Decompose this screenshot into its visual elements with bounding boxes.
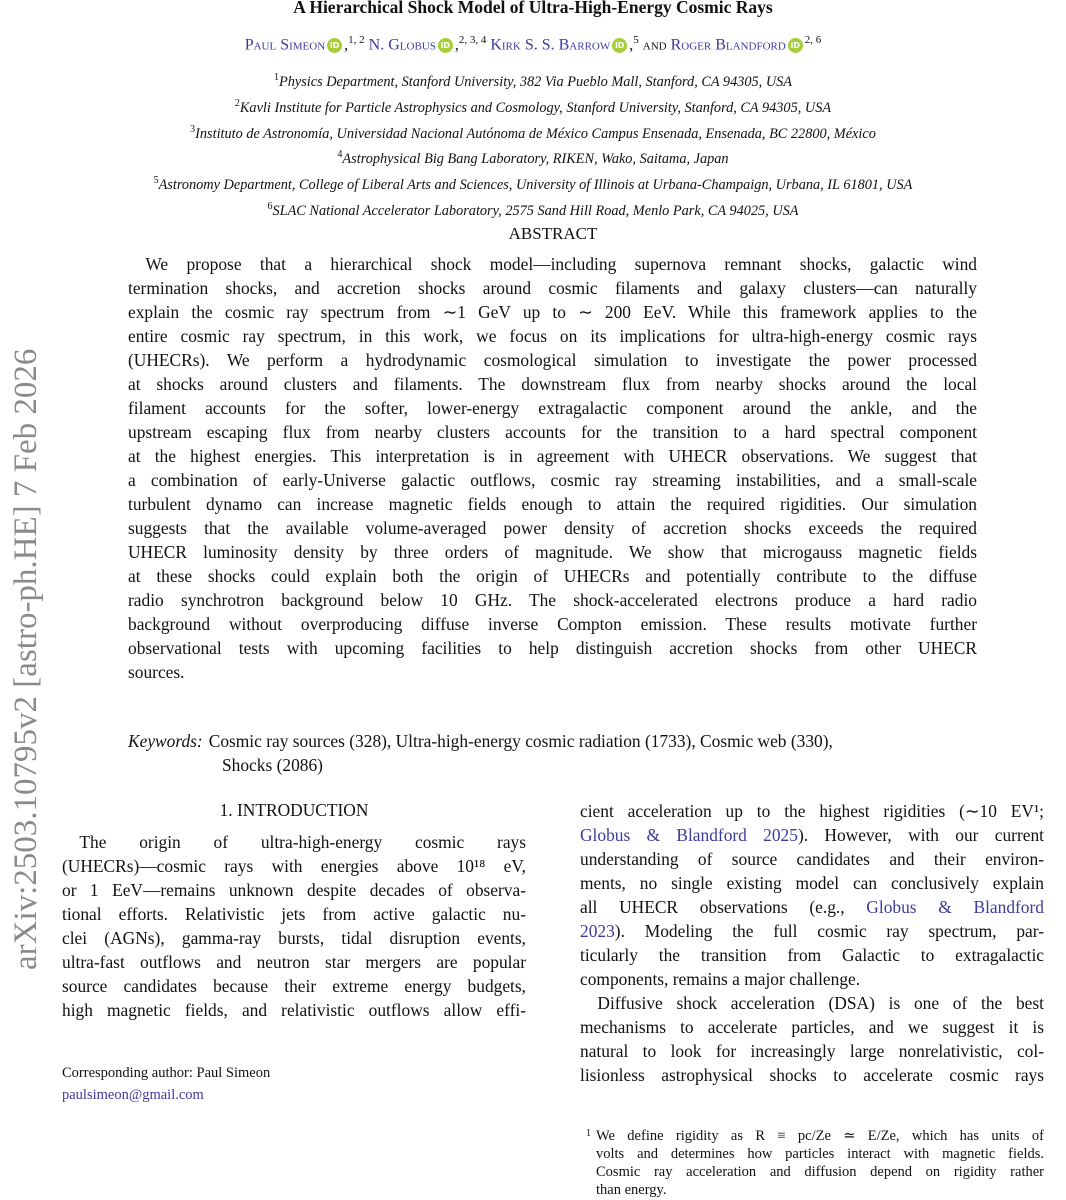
orcid-icon[interactable]: iD (438, 38, 453, 53)
text-line: The origin of ultra-high-energy cosmic rays (62, 832, 526, 852)
author-link[interactable]: Kirk S. S. Barrow (490, 36, 611, 54)
affil-sup: 2, 6 (804, 34, 822, 46)
abstract-text (128, 252, 977, 684)
keywords-line: Cosmic ray sources (328), Ultra-high-energy cosmic radiation (1733), Cosmic web (330), (208, 731, 833, 751)
text-line: suggests that the available volume-averaged power density of accretion shocks exceeds the required (128, 518, 977, 538)
author-link[interactable]: Roger Blandford (670, 36, 786, 54)
text-line: termination shocks, and accretion shocks around cosmic filaments and galaxy clusters—can naturally (128, 278, 977, 298)
text-line: a combination of early-Universe galactic outflows, cosmic ray streaming instabilities, and a small-scale (128, 470, 977, 490)
text-line: radio synchrotron background below 10 GHz. The shock-accelerated electrons produce a hard radio (128, 590, 977, 610)
citation-link[interactable]: 2023 (580, 921, 615, 941)
text-line: entire cosmic ray spectrum, in this work, we focus on its implications for ultra-high-energy cosmic rays (128, 326, 977, 346)
text-line: Cosmic ray acceleration and diffusion depend on rigidity rather (596, 1164, 1044, 1180)
and-word: and (642, 36, 667, 54)
citation-link[interactable]: Globus & Blandford (866, 897, 1044, 917)
affiliation: $^6$SLAC National Accelerator Laboratory, 2575 Sand Hill Road, Menlo Park, CA 94025, USA (267, 200, 799, 219)
affil-sup: 1, 2 (348, 34, 365, 46)
text-line: tional efforts. Relativistic jets from active galactic nu- (62, 904, 526, 924)
section-heading-introduction: 1. INTRODUCTION (219, 800, 369, 820)
text-line: Diffusive shock acceleration (DSA) is one of the best (580, 993, 1044, 1013)
text-line: components, remains a major challenge. (580, 969, 861, 989)
corresponding-label: Corresponding author: Paul Simeon (62, 1065, 271, 1081)
text-line: at the highest energies. This interpretation is in agreement with UHECR observations. We suggest that (128, 446, 977, 466)
text-line: We propose that a hierarchical shock model—including supernova remnant shocks, galactic wind (128, 254, 977, 274)
text-line: volts and determines how particles interact with magnetic fields. (596, 1146, 1044, 1162)
keywords-label: Keywords: (128, 731, 203, 751)
text-line: ticularly the transition from Galactic to extragalactic (580, 945, 1044, 965)
text-line: cient acceleration up to the highest rigidities (∼10 EV¹; (580, 801, 1044, 821)
text-line: observational tests with upcoming facilities to help distinguish accretion shocks from other UHECR (128, 638, 977, 658)
text-line: high magnetic fields, and relativistic outflows allow effi- (62, 1000, 526, 1020)
text-line: (UHECRs). We perform a hydrodynamic cosmological simulation to investigate the power processed (128, 350, 977, 370)
text-line: than energy. (596, 1182, 667, 1198)
footnote (586, 1127, 1044, 1199)
citation-link[interactable]: Globus & Blandford 2025 (580, 825, 798, 845)
text-line: sources. (128, 662, 185, 682)
text-line: at these shocks could explain both the origin of UHECRs and potentially contribute to the diffuse (128, 566, 977, 586)
footnote-mark: 1 (586, 1128, 591, 1139)
text-line: We define rigidity as R ≡ pc/Ze ≃ E/Ze, which has units of (596, 1128, 1044, 1144)
left-column-text (62, 830, 526, 1022)
text-line: mechanisms to accelerate particles, and we suggest it is (580, 1017, 1044, 1037)
text-line: (UHECRs)—cosmic rays with energies above 10¹⁸ eV, (62, 856, 526, 876)
affiliation: $^5$Astronomy Department, College of Liberal Arts and Sciences, University of Illinois at Urbana-Champaign, Urbana, IL 61801, USA (153, 175, 913, 193)
affiliation: $^3$Instituto de Astronomía, Universidad Nacional Autónoma de México Campus Ensenada, Ensenada, BC 22800, México (190, 123, 876, 142)
text-line: filament accounts for the softer, lower-energy extragalactic component around the ankle, and the (128, 398, 977, 418)
text-line: upstream escaping flux from nearby clusters accounts for the transition to a hard spectral component (128, 422, 977, 442)
text-line: clei (AGNs), gamma-ray bursts, tidal disruption events, (62, 928, 526, 948)
orcid-icon[interactable]: iD (327, 38, 342, 53)
text-line: natural to look for increasingly large nonrelativistic, col- (580, 1041, 1044, 1061)
abstract-heading: ABSTRACT (508, 224, 598, 243)
paper-title: A Hierarchical Shock Model of Ultra-High-Energy Cosmic Rays (293, 0, 773, 17)
right-column-text: cient acceleration up to the highest rigidities (∼10 EV¹; Globus & Blandford 2025). However, with our current understanding of source candidates and their environ- ments, no single existing model can conclusively explain all UHECR observations (e.g., Globus & Blandford 2023). Modeling the full cosmic ray spectrum, par- ticularly the transition from Galactic to extragalactic components, remains a major challenge. Diffusive shock acceleration (DSA) is one of the best mechanisms to accelerate particles, and we suggest it is natural to look for increasingly large nonrelativistic, col- lisionless astrophysical shocks to accelerate cosmic rays (580, 801, 1044, 1085)
text-line: lisionless astrophysical shocks to accelerate cosmic rays (580, 1065, 1044, 1085)
orcid-icon[interactable]: iD (788, 38, 803, 53)
author-list: Paul Simeon iD ,$^{1, 2}$ N. Globus iD ,$^{2, 3, 4}$ Kirk S. S. Barrow iD ,$^5$ and Roger Blandford iD $^{2, 6}$ (244, 34, 822, 54)
affiliations (0, 67, 1066, 222)
arxiv-identifier: arXiv:2503.10795v2 [astro-ph.HE] 7 Feb 2026 (8, 348, 44, 970)
affiliation: $^4$Astrophysical Big Bang Laboratory, RIKEN, Wako, Saitama, Japan (337, 149, 729, 168)
affil-sup: 5 (633, 34, 639, 46)
text-line: turbulent dynamo can increase magnetic fields enough to attain the required rigidities. Our simulation (128, 494, 977, 514)
corresponding-author (62, 1062, 270, 1106)
affiliation: $^2$Kavli Institute for Particle Astrophysics and Cosmology, Stanford University, Stanford, CA 94305, USA (234, 97, 832, 116)
author-link[interactable]: N. Globus (368, 36, 436, 54)
orcid-icon[interactable]: iD (612, 38, 627, 53)
text-line: source candidates because their extreme energy budgets, (62, 976, 526, 996)
text-line: explain the cosmic ray spectrum from ∼1 GeV up to ∼ 200 EeV. While this framework applies to the (128, 302, 977, 322)
author-link[interactable]: Paul Simeon (244, 36, 326, 54)
email-link[interactable]: paulsimeon@gmail.com (62, 1087, 204, 1103)
text-line: ments, no single existing model can conclusively explain (580, 873, 1044, 893)
text-line: background without overproducing diffuse inverse Compton emission. These results motivate further (128, 614, 977, 634)
text-line: understanding of source candidates and their environ- (580, 849, 1044, 869)
affiliation: $^1$Physics Department, Stanford University, 382 Via Pueblo Mall, Stanford, CA 94305, USA (273, 72, 793, 90)
text-line: ultra-fast outflows and neutron star mergers are popular (62, 952, 526, 972)
text-line: UHECR luminosity density by three orders of magnitude. We show that microgauss magnetic fields (128, 542, 977, 562)
text-line: at shocks around clusters and filaments. The downstream flux from nearby shocks around the local (128, 374, 977, 394)
affil-sup: 2, 3, 4 (458, 34, 487, 46)
keywords (128, 729, 977, 777)
keywords-line: Shocks (2086) (222, 755, 323, 775)
text-line: or 1 EeV—remains unknown despite decades of observa- (62, 880, 526, 900)
